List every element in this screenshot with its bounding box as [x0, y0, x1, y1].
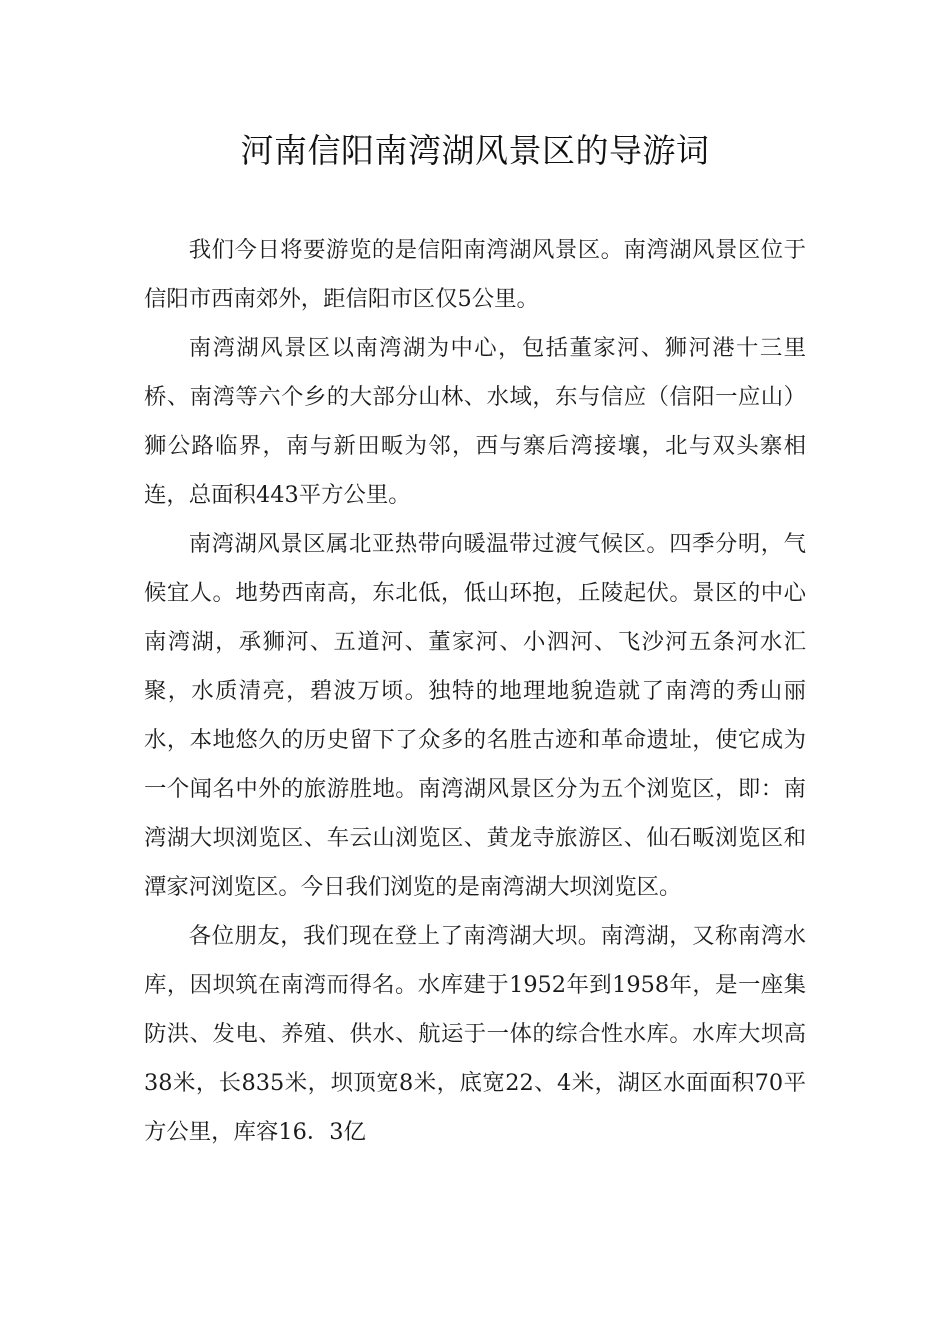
document-body	[144, 226, 806, 1157]
document-title: 河南信阳南湾湖风景区的导游词	[240, 131, 710, 170]
paragraph-dam: 各位朋友，我们现在登上了南湾湖大坝。南湾湖，又称南湾水库，因坝筑在南湾而得名。水库建于1952年到1958年，是一座集防洪、发电、养殖、供水、航运于一体的综合性水库。水库大坝高38米，长835米，坝顶宽8米，底宽22、4米，湖区水面面积70平方公里，库容16．3亿	[144, 923, 806, 1145]
paragraph-intro: 我们今日将要游览的是信阳南湾湖风景区。南湾湖风景区位于信阳市西南郊外，距信阳市区仅5公里。	[144, 237, 806, 312]
paragraph-climate: 南湾湖风景区属北亚热带向暖温带过渡气候区。四季分明，气候宜人。地势西南高，东北低，低山环抱，丘陵起伏。景区的中心南湾湖，承狮河、五道河、董家河、小泗河、飞沙河五条河水汇聚，水质清亮，碧波万顷。独特的地理地貌造就了南湾的秀山丽水，本地悠久的历史留下了众多的名胜古迹和革命遗址，使它成为一个闻名中外的旅游胜地。南湾湖风景区分为五个浏览区，即：南湾湖大坝浏览区、车云山浏览区、黄龙寺旅游区、仙石畈浏览区和潭家河浏览区。今日我们浏览的是南湾湖大坝浏览区。	[144, 531, 806, 900]
paragraph-boundaries: 南湾湖风景区以南湾湖为中心，包括董家河、狮河港十三里桥、南湾等六个乡的大部分山林、水域，东与信应（信阳一应山）狮公路临界，南与新田畈为邻，西与寨后湾接壤，北与双头寨相连，总面积443平方公里。	[144, 335, 806, 508]
